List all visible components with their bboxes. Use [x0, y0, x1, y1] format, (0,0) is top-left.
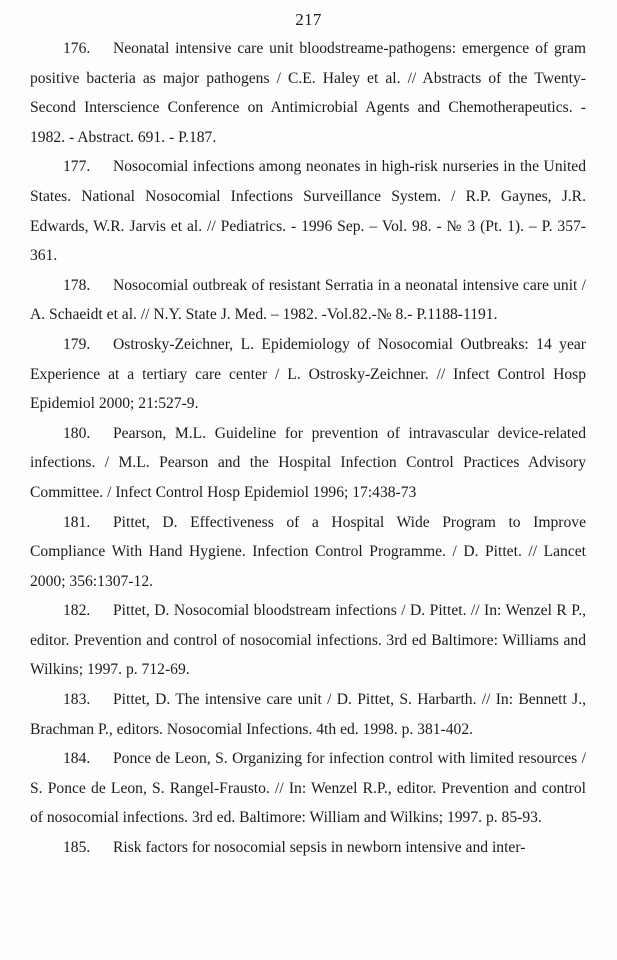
- reference-number: 177.: [63, 158, 91, 176]
- reference-item: [30, 685, 586, 744]
- reference-item: [30, 833, 586, 863]
- reference-text: Neonatal intensive care unit bloodstreame-pathogens: emergence of gram positive bacteria as major pathogens / C.E. Haley et al. // Abstracts of the Twenty-Second Interscience Conference on Antimicrobial Agents and Chemotherapeutics. - 1982. - Abstract. 691. - P.187.: [30, 40, 586, 146]
- reference-text: Pittet, D. Effectiveness of a Hospital Wide Program to Improve Compliance With Hand Hygiene. Infection Control Programme. / D. Pittet. // Lancet 2000; 356:1307-12.: [30, 513, 586, 590]
- reference-list: [30, 34, 586, 863]
- reference-item: [30, 596, 586, 685]
- reference-number: 181.: [63, 513, 91, 531]
- page-number: 217: [295, 10, 322, 29]
- reference-item: [30, 744, 586, 833]
- reference-number: 176.: [63, 40, 91, 57]
- reference-text: Nosocomial infections among neonates in high-risk nurseries in the United States. National Nosocomial Infections Surveillance System. / R.P. Gaynes, J.R. Edwards, W.R. Jarvis et al. // Pediatrics. - 1996 Sep. – Vol. 98. - № 3 (Pt. 1). – P. 357-361.: [30, 158, 586, 265]
- reference-text: Nosocomial outbreak of resistant Serratia in a neonatal intensive care unit / A. Schaeidt et al. // N.Y. State J. Med. – 1982. -Vol.82.-№ 8.- P.1188-1191.: [30, 276, 586, 324]
- reference-text: Pittet, D. The intensive care unit / D. Pittet, S. Harbarth. // In: Bennett J., Brachman P., editors. Nosocomial Infections. 4th ed. 1998. p. 381-402.: [30, 691, 586, 738]
- reference-text: Pearson, M.L. Guideline for prevention of intravascular device-related infections. / M.L. Pearson and the Hospital Infection Control Practices Advisory Committee. / Infect Control Hosp Epidemiol 1996; 17:438-73: [30, 424, 586, 501]
- reference-number: 185.: [63, 839, 91, 857]
- reference-item: [30, 419, 586, 508]
- reference-text: Ostrosky-Zeichner, L. Epidemiology of Nosocomial Outbreaks: 14 year Experience at a tertiary care center / L. Ostrosky-Zeichner. // Infect Control Hosp Epidemiol 2000; 21:527-9.: [30, 335, 586, 413]
- reference-number: 184.: [63, 750, 91, 768]
- reference-number: 180.: [63, 424, 91, 442]
- reference-item: [30, 34, 586, 152]
- reference-number: 183.: [63, 691, 91, 709]
- reference-number: 179.: [63, 335, 91, 353]
- reference-text: Pittet, D. Nosocomial bloodstream infections / D. Pittet. // In: Wenzel R P., editor. Prevention and control of nosocomial infections. 3rd ed Baltimore: Williams and Wilkins; 1997. p. 712-69.: [30, 602, 586, 679]
- reference-item: [30, 271, 586, 330]
- reference-item: [30, 508, 586, 597]
- reference-item: [30, 330, 586, 419]
- reference-number: 182.: [63, 602, 91, 620]
- reference-number: 178.: [63, 276, 91, 294]
- reference-text: Risk factors for nosocomial sepsis in newborn intensive and inter-: [113, 839, 526, 857]
- reference-text: Ponce de Leon, S. Organizing for infection control with limited resources / S. Ponce de Leon, S. Rangel-Frausto. // In: Wenzel R.P., editor. Prevention and control of nosocomial infections. 3rd ed. Baltimore: William and Wilkins; 1997. p. 85-93.: [30, 750, 586, 827]
- reference-item: [30, 152, 586, 270]
